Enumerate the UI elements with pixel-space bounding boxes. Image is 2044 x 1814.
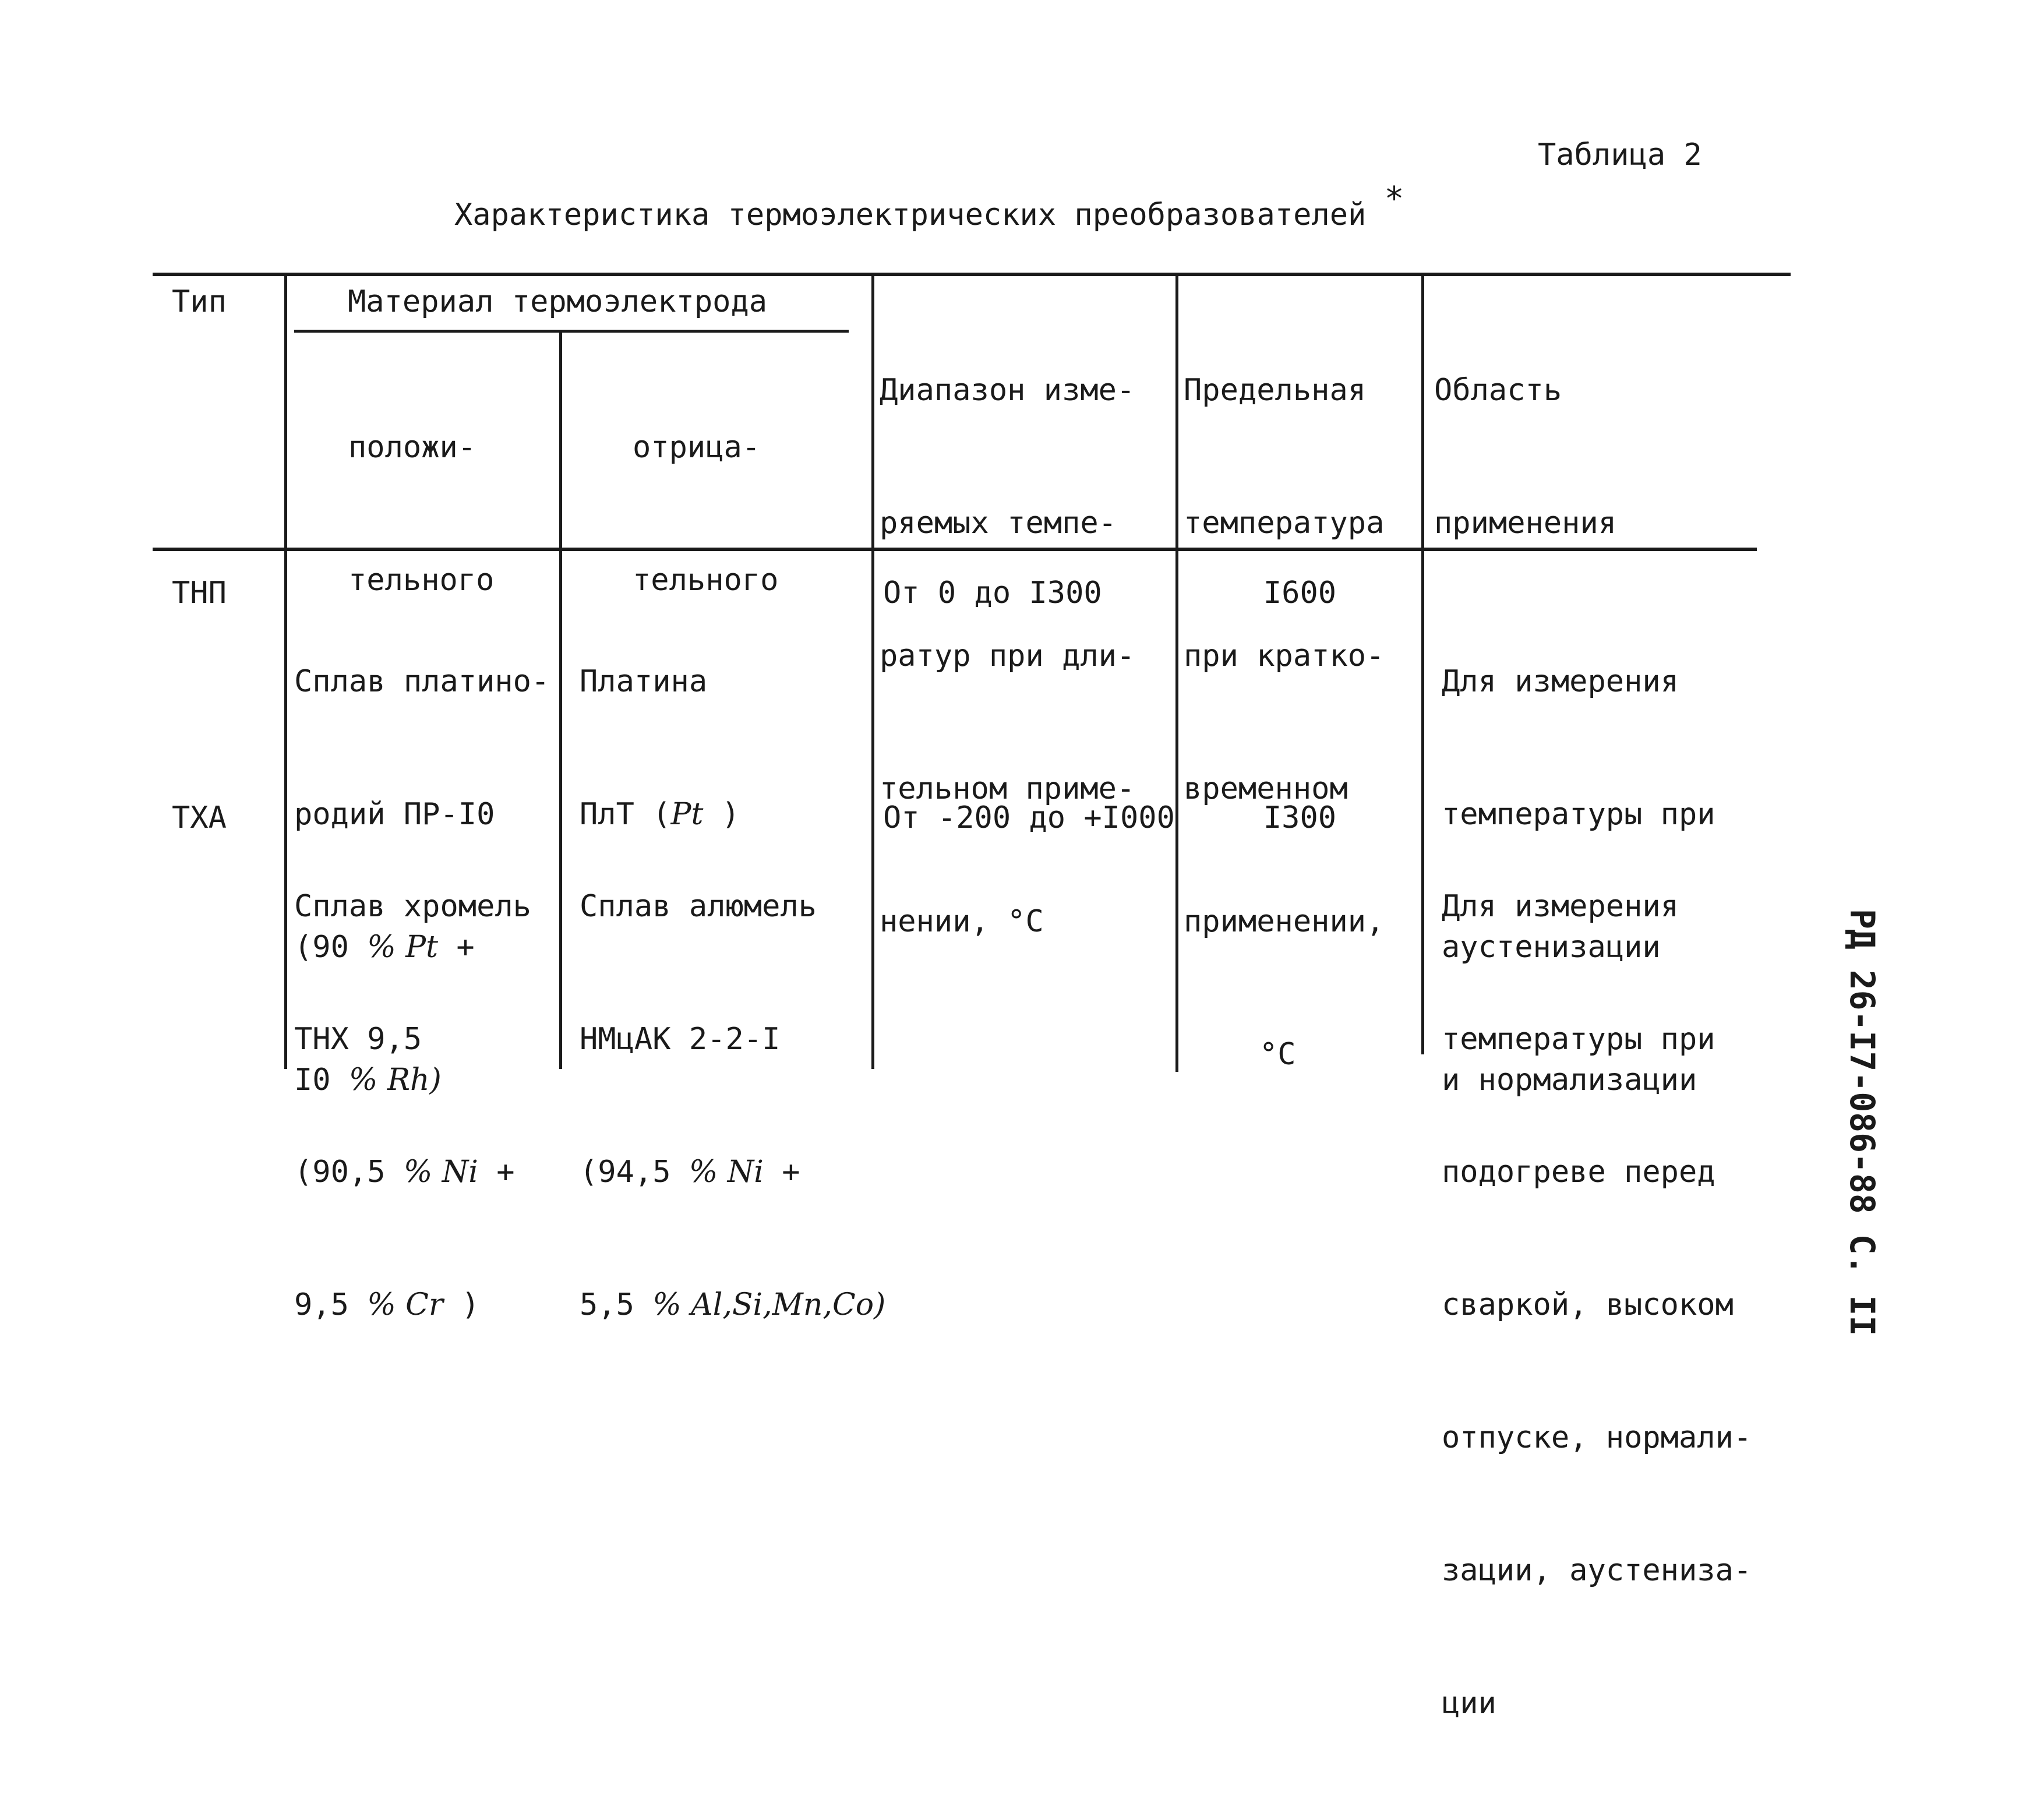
row-limit: I600	[1263, 576, 1337, 610]
header-application-line: применения	[1434, 506, 1617, 541]
header-limit	[1184, 280, 1384, 1121]
row-application	[1442, 796, 1752, 1814]
row-application-line: ции	[1442, 1686, 1496, 1721]
formula-element: Cr	[396, 1287, 443, 1322]
formula-suffix: +	[478, 1155, 515, 1190]
header-negative-line: отрица-	[633, 430, 761, 465]
material-group-rule	[294, 330, 849, 333]
row-negative-line: Сплав алюмель	[580, 889, 817, 924]
formula-percent: %	[403, 1155, 433, 1190]
row-negative-formula	[580, 1150, 885, 1194]
row-application-line: аустенизации	[1442, 930, 1661, 965]
formula-prefix: ПлТ (	[580, 797, 671, 832]
row-limit: I300	[1263, 800, 1337, 835]
row-negative-line: НМцАК 2-2-I	[580, 1022, 781, 1057]
header-limit-line: при кратко-	[1184, 638, 1385, 673]
header-range	[880, 280, 1135, 988]
formula-suffix: )	[703, 797, 740, 832]
formula-percent: %	[367, 1287, 396, 1322]
header-application	[1434, 280, 1616, 590]
col-divider-4	[1175, 274, 1178, 1072]
row-negative-formula	[580, 1283, 885, 1327]
formula-element: Ni	[432, 1155, 478, 1190]
header-range-line: тельном приме-	[880, 771, 1135, 806]
row-positive-formula	[294, 1150, 531, 1194]
header-negative-line: тельного	[633, 563, 779, 598]
table-top-rule	[153, 273, 1791, 276]
row-application-line: и нормализации	[1442, 1063, 1697, 1097]
row-application-line: отпуске, нормали-	[1442, 1420, 1752, 1455]
footnote-mark: *	[1384, 180, 1404, 218]
row-application-line: Для измерения	[1442, 889, 1679, 924]
row-range: От -200 до +I000	[883, 800, 1175, 835]
formula-suffix: +	[763, 1155, 800, 1190]
row-negative	[580, 796, 885, 1416]
col-divider-2	[559, 332, 562, 1069]
header-range-line: нении, °С	[880, 904, 1044, 939]
header-limit-line: временном	[1184, 771, 1348, 806]
header-material-group: Материал термоэлектрода	[348, 284, 768, 319]
header-application-line: Область	[1434, 373, 1562, 408]
row-positive-line: ТНХ 9,5	[294, 1022, 422, 1057]
formula-percent: %	[367, 930, 396, 965]
formula-prefix: (94,5	[580, 1155, 689, 1190]
formula-percent: %	[652, 1287, 682, 1322]
row-application-line: подогреве перед	[1442, 1155, 1715, 1190]
row-type: ТХА	[172, 800, 227, 835]
formula-element: Rh)	[377, 1063, 442, 1097]
table-title-text: Характеристика термоэлектрических преобразователей	[454, 197, 1367, 232]
row-type: ТНП	[172, 576, 227, 610]
header-limit-line: °С	[1259, 1037, 1296, 1072]
header-range-line: ратур при дли-	[880, 638, 1135, 673]
row-range: От 0 до I300	[883, 576, 1102, 610]
formula-percent: %	[348, 1063, 378, 1097]
formula-prefix: (90	[294, 930, 368, 965]
formula-percent: %	[689, 1155, 718, 1190]
header-range-line: ряемых темпе-	[880, 506, 1117, 541]
formula-prefix: 5,5	[580, 1287, 653, 1322]
row-positive-line: родий ПР-I0	[294, 797, 495, 832]
table-title	[454, 180, 1404, 237]
row-negative-line: Платина	[580, 664, 708, 699]
row-application-line: температуры при	[1442, 1022, 1715, 1057]
header-positive-line: тельного	[348, 563, 495, 598]
row-application-line: сваркой, высоком	[1442, 1287, 1734, 1322]
table-label: Таблица 2	[1538, 137, 1702, 172]
row-positive-line: Сплав хромель	[294, 889, 531, 924]
header-type: Тип	[172, 284, 227, 319]
row-positive	[294, 796, 531, 1416]
row-application-line: температуры при	[1442, 797, 1715, 832]
row-positive-formula	[294, 1283, 531, 1327]
formula-element: Pt	[396, 930, 439, 965]
document-code: РД 26-I7-086-88 С. II	[1842, 909, 1882, 1336]
formula-prefix: (90,5	[294, 1155, 404, 1190]
row-positive-line: Сплав платино-	[294, 664, 550, 699]
formula-prefix: 9,5	[294, 1287, 368, 1322]
formula-prefix: I0	[294, 1063, 349, 1097]
header-range-line: Диапазон изме-	[880, 373, 1135, 408]
header-limit-line: температура	[1184, 506, 1385, 541]
formula-element: Ni	[718, 1155, 764, 1190]
header-limit-line: применении,	[1184, 904, 1385, 939]
formula-suffix: +	[438, 930, 475, 965]
col-divider-5	[1421, 274, 1424, 1054]
row-application-line: зации, аустениза-	[1442, 1553, 1752, 1588]
row-application-line: Для измерения	[1442, 664, 1679, 699]
formula-suffix: )	[443, 1287, 480, 1322]
formula-element: Pt	[670, 797, 704, 832]
col-divider-1	[284, 274, 287, 1069]
header-limit-line: Предельная	[1184, 373, 1367, 408]
header-positive-line: положи-	[348, 430, 476, 465]
formula-element: Al,Si,Mn,Co)	[681, 1287, 886, 1322]
